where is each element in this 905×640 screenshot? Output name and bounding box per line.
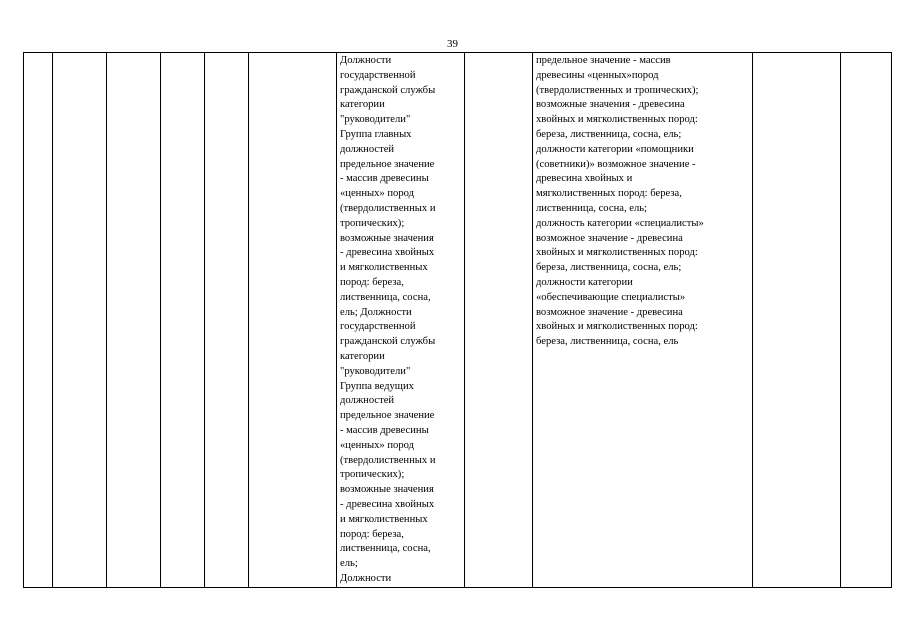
table-cell-1: [24, 53, 53, 588]
table-cell-values: [533, 53, 753, 588]
table-cell-2: [53, 53, 107, 588]
table-cell-3: [107, 53, 161, 588]
table-cell-11: [841, 53, 892, 588]
table-cell-6: [249, 53, 337, 588]
page-number: 39: [447, 38, 458, 50]
table-cell-positions: [337, 53, 465, 588]
values-text: предельное значение - массив древесины «ценных»пород (твердолиственных и тропических); возможные значения - древесина хвойных и мягколиственных пород: береза, лиственница, сосна, ель; должности категории «помощники (советники)» возможное значение - древесина хвойных и мягколиственных пород: береза, лиственница, сосна, ель; должность категории «специалисты» возможное значение - древесина хвойных и мягколиственных пород: береза, лиственница, сосна, ель; должности категории «обеспечивающие специалисты» возможное значение - древесина хвойных и мягколиственных пород: береза, лиственница, сосна, ель: [536, 55, 704, 348]
table-row: [24, 53, 892, 588]
table-cell-5: [205, 53, 249, 588]
requirements-table: [23, 52, 892, 588]
positions-text: Должности государственной гражданской службы категории "руководители" Группа главных должностей предельное значение - массив древесины «ценных» пород (твердолиственных и тропических); возможные значения - древесина хвойных и мягколиственных пород: береза, лиственница, сосна, ель; Должности государственной гражданской службы категории "руководители" Группа ведущих должностей предельное значение - массив древесины «ценных» пород (твердолиственных и тропических); возможные значения - древесина хвойных и мягколиственных пород: береза, лиственница, сосна, ель; Должности: [340, 55, 436, 584]
table-cell-8: [465, 53, 533, 588]
table-cell-4: [161, 53, 205, 588]
table-cell-10: [753, 53, 841, 588]
